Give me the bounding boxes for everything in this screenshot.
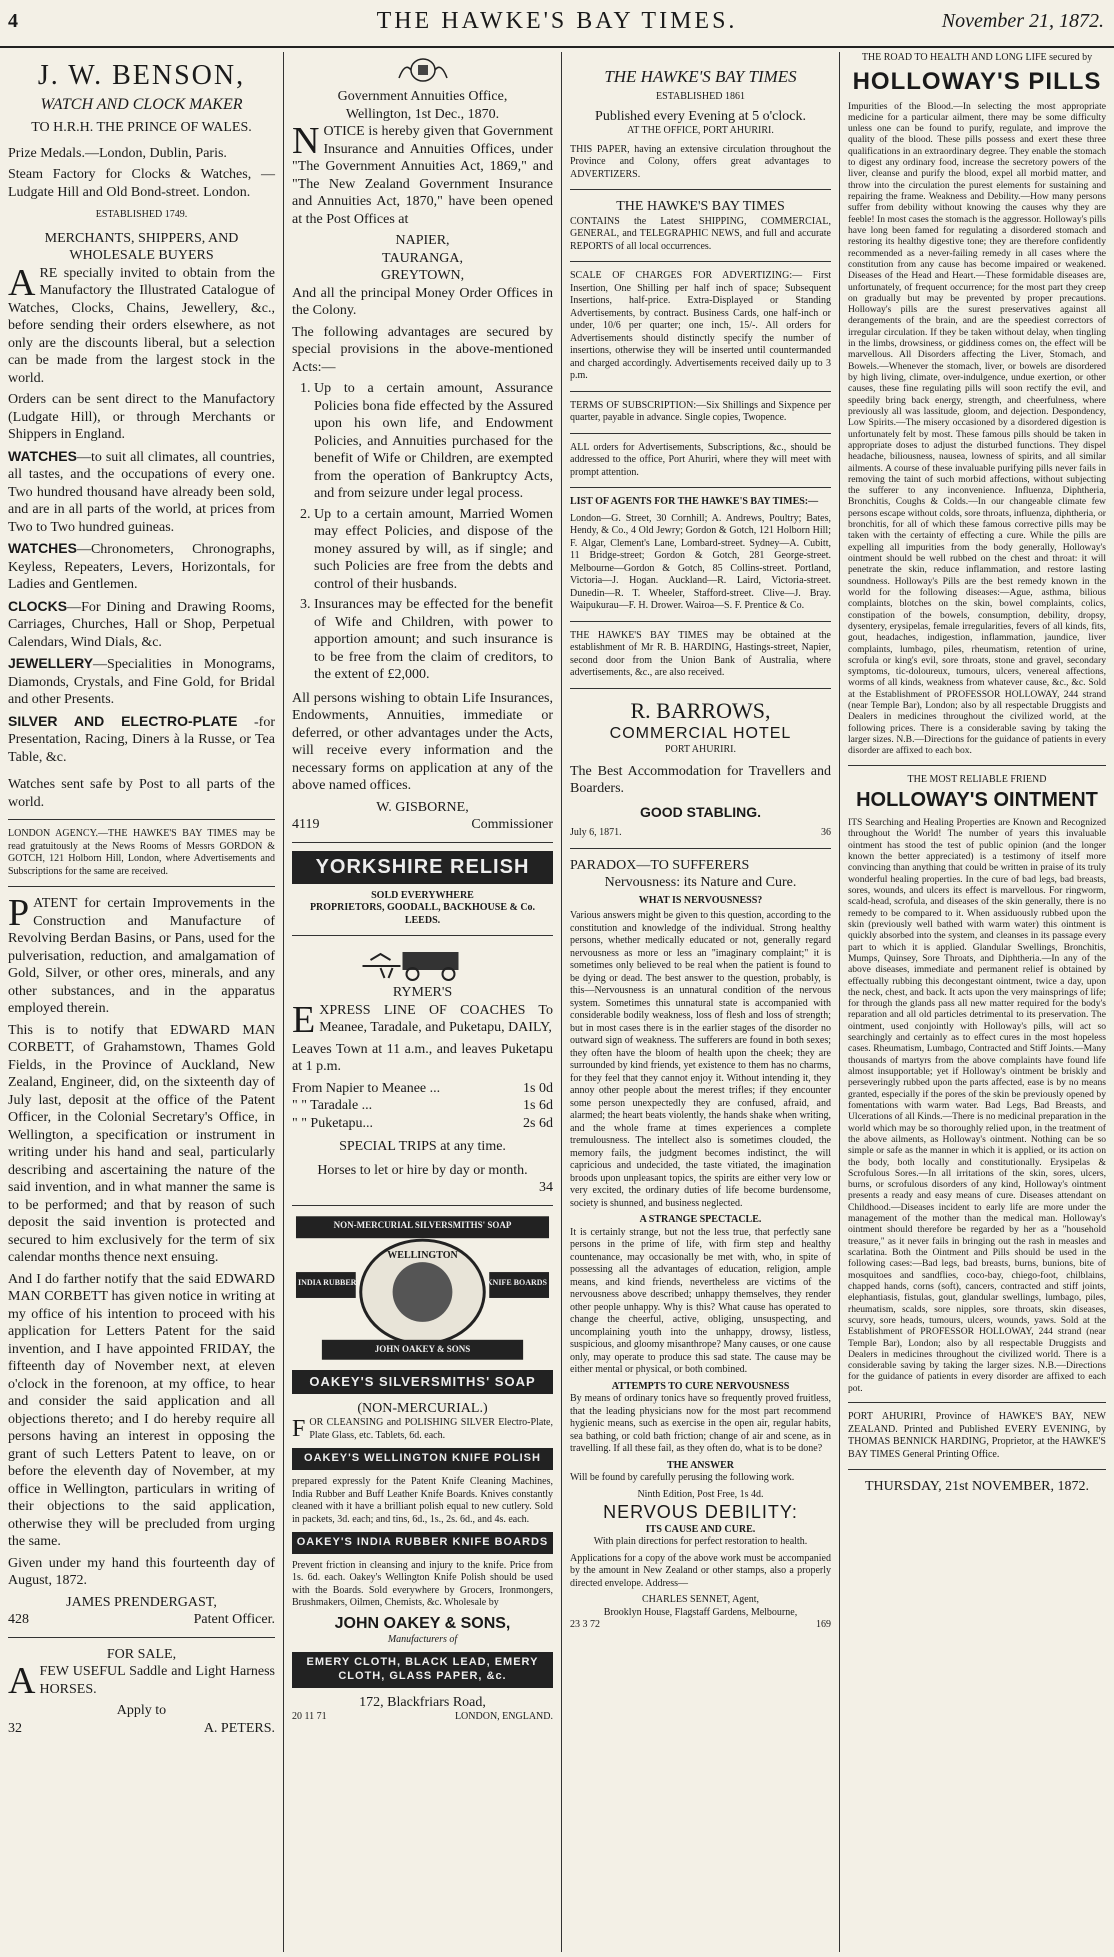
drop-cap-p: P <box>8 892 30 934</box>
sennet-date: 23 3 72 <box>570 1619 600 1631</box>
london-agency: LONDON AGENCY.—THE HAWKE'S BAY TIMES may be read gratuitously at the News Rooms of Messrs GORDON & GOTCH, 121 Holborn Hill, London, where Advertisements and Subscriptions for the same are received. <box>8 828 275 877</box>
times-orders: ALL orders for Advertisements, Subscriptions, &c., should be addressed to the office, Port Ahuriri, where they will meet with prompt attention. <box>570 441 831 478</box>
drop-cap-e: E <box>292 998 316 1041</box>
drop-cap-f: F <box>292 1416 306 1443</box>
times-terms: TERMS OF SUBSCRIPTION:—Six Shillings and Sixpence per quarter, payable in advance. Single copies, Twopence. <box>570 399 831 424</box>
masthead <box>0 0 1114 48</box>
watches-label-2: WATCHES <box>8 540 77 556</box>
benson-trade: WATCH AND CLOCK MAKER <box>40 96 243 113</box>
page-number: 4 <box>8 10 18 32</box>
strange-body: It is certainly strange, but not the less true, that perfectly sane persons in the prime of life, with firm step and healthy countenance, may occasionally be met with, who, in spite of possessing all the advantages of education, religion, ample means, and kind friends, nevertheless are victims of the nervousness above described; unhappy themselves, they render other people unhappy. Why is this? What cause has operated to change the cheerful, active, obliging, unsuspecting, and uncomplaining youth into the unhappy, drowsy, listless, suspicious, and gloomy misanthrope? Many causes, or one cause only, may operate to produce this sad state. The cause may be either mental or physical, or both combined. <box>570 1226 831 1376</box>
divider <box>570 688 831 689</box>
yorkshire-props: PROPRIETORS, GOODALL, BACKHOUSE & Co. LEEDS. <box>309 902 536 926</box>
royal-arms-icon <box>393 56 453 84</box>
fare-row <box>292 1115 553 1133</box>
oakey-cleansing: OR CLEANSING and POLISHING SILVER Electro-Plate, Plate Glass, etc. Tablets, 6d. each. <box>309 1417 553 1441</box>
holloway-ointment-title: HOLLOWAY'S OINTMENT <box>856 789 1098 812</box>
oakey-firm: JOHN OAKEY & SONS, <box>334 1614 511 1632</box>
divider <box>570 487 831 488</box>
fare-from: " " Taradale ... <box>292 1098 373 1113</box>
oakey-addr: 172, Blackfriars Road, <box>359 1694 486 1710</box>
footer-date: THURSDAY, 21st NOVEMBER, 1872. <box>864 1479 1090 1495</box>
watches-text-2: —Chronometers, Chronographs, Keyless, Repeaters, Levers, Horizontals, for Ladies and Gentlemen. <box>8 542 275 592</box>
list-item: 3. Insurances may be effected for the benefit of Wife and Children, with power to apportion amount; and such insurance is to be free from the claim of creditors, to the extent of £2,000. <box>314 596 553 684</box>
fare-row <box>292 1080 553 1098</box>
drop-cap-n: N <box>292 120 320 162</box>
oakey-soap: OAKEY'S SILVERSMITHS' SOAP <box>292 1370 553 1394</box>
divider <box>848 1469 1106 1470</box>
coach-special: SPECIAL TRIPS at any time. <box>339 1139 506 1154</box>
hotel-num: 36 <box>821 827 831 839</box>
fare-row <box>292 1097 553 1115</box>
badge-side-right: KNIFE BOARDS <box>486 1277 547 1287</box>
list-item: 1. Up to a certain amount, Assurance Policies bona fide effected by the Assured upon his own life, and Endowment Policies, and Annuities purchased for the benefit of Wife or Children, are exempted from the operation of Bankruptcy Acts, and from seizure under legal process. <box>314 380 553 503</box>
edition: Ninth Edition, Post Free, 1s 4d. <box>637 1488 764 1500</box>
annuities-place: Wellington, 1st Dec., 1870. <box>345 106 500 122</box>
annuities-principal: And all the principal Money Order Offices in the Colony. <box>292 285 553 318</box>
coach-route: To Meanee, Taradale, and Puketapu, DAILY, <box>319 1002 553 1035</box>
divider <box>292 935 553 936</box>
benson-established: ESTABLISHED 1749. <box>95 209 188 220</box>
divider <box>8 1637 275 1638</box>
fare-from: From Napier to Meanee ... <box>292 1080 441 1096</box>
benson-medals: Prize Medals.—London, Dublin, Paris. <box>8 145 227 161</box>
annuities-num: 4119 <box>292 817 320 832</box>
holloway-pills-title: HOLLOWAY'S PILLS <box>852 67 1102 95</box>
column-1 <box>0 52 284 1952</box>
times-published: Published every Evening at 5 o'clock. <box>595 108 806 124</box>
divider <box>570 261 831 262</box>
patent-signer: JAMES PRENDERGAST, <box>66 1594 217 1610</box>
debility-plain: With plain directions for perfect restoration to health. <box>593 1536 808 1548</box>
times-head: THE HAWKE'S BAY TIMES <box>616 199 785 215</box>
times-obtained: THE HAWKE'S BAY TIMES may be obtained at the establishment of Mr R. B. HARDING, Hastings-street, Napier, second door from the Union Bank of Australia, where advertisements, &c., are also received. <box>570 629 831 679</box>
printer-imprint: PORT AHURIRI, Province of HAWKE'S BAY, NEW ZEALAND. Printed and Published EVERY EVENING, by THOMAS BENNICK HARDING, Proprietor, at the HAWKE'S BAY TIMES General Printing Office. <box>848 1411 1106 1460</box>
oakey-emery: EMERY CLOTH, BLACK LEAD, EMERY CLOTH, GLASS PAPER, &c. <box>292 1652 553 1688</box>
sennet-address: Brooklyn House, Flagstaff Gardens, Melbourne, <box>603 1606 798 1618</box>
times-scale: SCALE OF CHARGES FOR ADVERTIZING:— First Insertion, One Shilling per half inch of space; Subsequent Insertions, half-price. Extra-Displayed or Standing Advertisements, by contract. Business Cards, one half-inch or under, 10/6 per quarter; one inch, 15/-. All orders for Advertisements should distinctly specify the number of insertions, otherwise they will be inserted until countermanded and charged accordingly. Advertisements received daily up to 3 p.m. <box>570 270 831 382</box>
town-greytown: GREYTOWN, <box>380 268 465 283</box>
hotel-stabling: GOOD STABLING. <box>639 803 762 820</box>
answer-heading: THE ANSWER <box>667 1459 734 1471</box>
sennet-name: CHARLES SENNET, Agent, <box>641 1594 760 1606</box>
coach-rymer: RYMER'S <box>392 985 453 1000</box>
divider <box>848 765 1106 766</box>
benson-royal: TO H.R.H. THE PRINCE OF WALES. <box>31 120 252 135</box>
annuities-closing: All persons wishing to obtain Life Insurances, Endowments, Annuities, immediate or deferred, or other advantages under the Acts, will receive every information and the necessary forms on application at any of the above named offices. <box>292 690 553 793</box>
column-2 <box>284 52 562 1952</box>
paradox-heading: PARADOX—TO SUFFERERS <box>570 857 750 873</box>
hotel-title: COMMERCIAL HOTEL <box>609 725 792 743</box>
divider <box>848 1402 1106 1403</box>
town-tauranga: TAURANGA, <box>382 250 463 266</box>
drop-cap-a2: A <box>8 1660 36 1702</box>
watches-label-1: WATCHES <box>8 447 77 464</box>
list-item: 2. Up to a certain amount, Married Women may effect Policies, and dispose of the money assured by will, as if single; and such Policies are free from the debts and control of their husbands. <box>314 506 553 594</box>
silver-text: -for Presentation, Racing, Diners à la Russe, or Tea Table, &c. <box>8 714 275 765</box>
times-est: ESTABLISHED 1861 <box>656 91 745 103</box>
oakey-polish-banner: OAKEY'S WELLINGTON KNIFE POLISH <box>292 1448 553 1470</box>
sale-text: FEW USEFUL Saddle and Light Harness HORSES. <box>39 1664 275 1697</box>
paradox-sub: Nervousness: its Nature and Cure. <box>604 875 797 891</box>
town-napier: NAPIER, <box>395 233 450 248</box>
advantages-list <box>292 380 553 684</box>
fare-price: 1s 0d <box>523 1080 553 1096</box>
reliable-friend: THE MOST RELIABLE FRIEND <box>907 773 1047 785</box>
divider <box>570 189 831 190</box>
divider <box>292 842 553 843</box>
benson-factory: Steam Factory for Clocks & Watches, —Ludgate Hill and Old Bond-street. London. <box>8 167 275 200</box>
debility-title: NERVOUS DEBILITY: <box>603 1502 798 1523</box>
coach-line: XPRESS LINE OF COACHES <box>319 1002 526 1018</box>
divider <box>292 1205 553 1206</box>
times-contains: CONTAINS the Latest SHIPPING, COMMERCIAL, GENERAL, and TELEGRAPHIC NEWS, and full and accurate REPORTS of all local occurrences. <box>570 215 831 252</box>
debility-apps: Applications for a copy of the above work must be accompanied by the amount in New Zealand or other stamps, also a properly directed envelope. Address— <box>570 1552 831 1589</box>
hotel-place: PORT AHURIRI. <box>665 744 736 756</box>
coach-horses: Horses to let or hire by day or month. <box>317 1162 528 1178</box>
benson-body1: RE specially invited to obtain from the Manufactory the Illustrated Catalogue of Watches, Clocks, Chains, Jewellery, &c., before sending their orders elsewhere, as not only are the discounts liberal, but a selection can be made from the largest stock in the world. <box>8 265 275 386</box>
patent-num: 428 <box>8 1612 29 1627</box>
answer-body: Will be found by carefully perusing the following work. <box>570 1472 795 1484</box>
coach-icon <box>292 944 553 982</box>
jewellery-text: —Specialities in Monograms, Diamonds, Crystals, and Fine Gold, for Bridal and other Presents. <box>8 657 275 707</box>
oakey-badge <box>292 1214 553 1364</box>
fare-from: " " Puketapu... <box>292 1115 374 1131</box>
sale-heading: FOR SALE, <box>106 1646 177 1662</box>
attempts-body: By means of ordinary tonics have so frequently proved fruitless, that the leading physicians now for the most part recommend hygienic means, such as exercise in the open air, regular habits, sea bathing, or cold bath friction; change of air and scene, as in travelling. If all these fail, as they often do, what is to be done? <box>570 1393 831 1455</box>
badge-side-left: INDIA RUBBER <box>298 1277 357 1287</box>
strange-heading: A STRANGE SPECTACLE. <box>639 1214 762 1226</box>
sale-num: 32 <box>8 1720 22 1736</box>
patent-office: Patent Officer. <box>193 1612 275 1627</box>
divider <box>570 433 831 434</box>
badge-bottom: JOHN OAKEY & SONS <box>374 1343 471 1354</box>
annuities-office: Government Annuities Office, <box>337 89 508 104</box>
oakey-date: 20 11 71 <box>292 1711 327 1723</box>
times-paper: THIS PAPER, having an extensive circulation throughout the Province and Colony, offers great advantages to ADVERTIZERS. <box>570 143 831 180</box>
fare-price: 1s 6d <box>523 1098 553 1113</box>
benson-post: Watches sent safe by Post to all parts of the world. <box>8 777 275 810</box>
column-4 <box>840 52 1114 1952</box>
times-banner: THE HAWKE'S BAY TIMES <box>604 67 797 86</box>
oakey-nonmerc: (NON-MERCURIAL.) <box>357 1400 488 1416</box>
jewellery-label: JEWELLERY <box>8 655 94 671</box>
agents-list: London—G. Street, 30 Cornhill; A. Andrews, Poultry; Bates, Hendy, & Co., 4 Old Jewry; Gordon & Gotch, 121 Holborn Hill; F. Algar, Clement's Lane, Lombard-street. Sydney—A. Cubitt, 11 Bridge-street; Gordon & Gotch, 281 George-street. Melbourne—Gordon & Gotch, 85 Collins-street. Portland, Victoria—J. Hogan. Auckland—R. Laird, Victoria-street. Dunedin—R. T. Wheeler, Stafford-street. Clive—J. Bray. Waipukurau—F. H. Drower. Wairoa—S. F. Prentice & Co. <box>570 512 831 612</box>
times-office: AT THE OFFICE, PORT AHURIRI. <box>627 125 774 137</box>
divider <box>570 848 831 849</box>
oakey-boards-text: Prevent friction in cleansing and injury to the knife. Price from 1s. 6d. each. Oakey's Wellington Knife Polish should be used with the Boards. Sold everywhere by Grocers, Ironmongers, Brushmakers, Oilmen, Chemists, &c. Wholesale by <box>292 1559 553 1609</box>
what-heading: WHAT IS NERVOUSNESS? <box>638 894 763 906</box>
annuities-advantages: The following advantages are secured by special provisions in the above-mentioned Acts:— <box>292 324 553 375</box>
yorkshire-banner: YORKSHIRE RELISH <box>292 851 553 884</box>
road-to-health: THE ROAD TO HEALTH AND LONG LIFE secured by <box>861 52 1093 63</box>
hotel-date: July 6, 1871. <box>570 827 622 839</box>
patent-p3: And I do farther notify that the said EDWARD MAN CORBETT has given notice in writing at my office of his intention to proceed with his application for Letters Patent for the said invention, and I have appointed FRIDAY, the fifteenth day of November next, at eleven o'clock in the forenoon, at my office, to hear and consider the said application and all objections thereto; and I do hereby require all persons having an interest in opposing the grant of such Letters Patent to leave, on or before the eleventh day of November, at my office in Wellington, particulars in writing of their objections to the said application, otherwise they will be precluded from urging the same. <box>8 1271 275 1549</box>
badge-mid: WELLINGTON <box>387 1249 458 1261</box>
divider <box>8 886 275 887</box>
ointment-body: ITS Searching and Healing Properties are Known and Recognized throughout the World! The number of years this invaluable ointment has stood the test of public opinion (and the longer known the better appreciated) is a testimony of itself more convincing than anything that could be written in praise of its truly wonderful healing properties. In the cure of bad legs, bad breasts, sores, wounds, and ulcers its effect is marvellous. For ringworm, scald-head, scrofula, and diseases of the skin generally, there is no remedy to be compared to it. When assiduously rubbed upon the skin (previously well bathed with warm water) this ointment is quickly absorbed into the system, and cleanses in its passage every part to which it is applied. Glandular Swellings, Bronchitis, Mumps, Quinsey, Sore Throats, and Diphtheria.—In any of the above diseases, immediate and permanent relief is obtained by effectually rubbing this decongestant ointment, twice a day, upon the neck, chest, and back. It acts upon the very mainsprings of life; for through the glands pass all new matter required for the body's reparation and all old particles detrimental to its preservation. The ointment, used conjointly with Holloway's pills, will act so searchingly and certainly as to effect cures in the most hopeless cases. Rheumatism, Lumbago, Contracted and Stiff Joints.—Many thousands of martyrs from the above complaints have found life almost insupportable; yet if Holloway's ointment be briskly and perseveringly rubbed upon the parts affected, ease is by no means granted, especially if the pores of the skin be previously opened by fomentations with warm water. Bad Legs, Bad Breasts, and Ulcerations of all Kinds.—There is no medicinal preparation in the world which may be so thoroughly relied upon, in the treatment of the above ailments, as Holloway's ointment. Nothing can be so simple or safe as the manner in which it is applied, or its action on the body, both locally and constitutionally. Erysipelas & Scrofulous Sores.—In all irritations of the skin, sores, ulcers, burns, or scrofulous disorders of any kind, Holloway's ointment presents a ready and easy means of cure. Diseases attendant on Childhood.—Diseases incident to early life are more under the management of the mother than the medical man. Holloway's ointment should therefore be regarded by her as a "household treasure," as it never fails in bringing out the rash in measles and scarlatina. Both the Ointment and Pills should be used in the following cases:—Bad legs, bad breasts, burns, bunions, bite of mosquitoes and sandflies, coco-bay, chiego-foot, chilblains, chapped hands, corns (soft), cancers, contracted and stiff joints, elephantiasis, fistulas, gout, glandular swellings, lumbago, piles, rheumatism, scalds, sore nipples, sore throats, skin diseases, scurvy, sore heads, tumours, ulcers, wounds, yaws. Sold at the Establishment of PROFESSOR HOLLOWAY, 244 strand (near Temple Bar), London; also by all respectable Druggists and Dealers in medicines throughout the civilized world. There is a considerable saving by taking the larger sizes. N.B.—Directions for the guidance of patients in every disorder are affixed to each pot. <box>848 817 1106 1394</box>
debility-cause: ITS CAUSE AND CURE. <box>645 1523 756 1535</box>
sennet-num: 169 <box>816 1619 831 1631</box>
wellington-emblem-icon <box>292 1214 553 1364</box>
clocks-label: CLOCKS <box>8 597 68 614</box>
benson-heading: MERCHANTS, SHIPPERS, AND WHOLESALE BUYERS <box>44 230 239 263</box>
coach-num: 34 <box>539 1180 553 1195</box>
hotel-name: R. BARROWS, <box>630 697 771 723</box>
fare-price: 2s 6d <box>523 1115 553 1131</box>
oakey-mfr: Manufacturers of <box>387 1633 458 1645</box>
drop-cap-a: A <box>8 261 36 304</box>
hotel-acc: The Best Accommodation for Travellers and Boarders. <box>570 763 831 797</box>
column-3 <box>562 52 840 1952</box>
oakey-city: LONDON, ENGLAND. <box>454 1711 553 1723</box>
pills-body: Impurities of the Blood.—In selecting the most appropriate medicine for a particular ailment, there may be some difficulty unless one can be found to purify, regulate, and improve the quality of the blood. These pills possess and exert these three qualifications in an extraordinary degree. They enable the stomach to digest any ordinary food, increase the secretory powers of the liver, cleanse and purify the blood, expel all morbid matter, and throw into the circulation the purest elements for sustaining and repairing the frame. Weakness and Debility.—How many persons suffer from debility without knowing the causes why they are feeble! In most cases the stomach is the aggressor. Holloway's pills have long been famed for regulating a disordered stomach and restoring its healthy digestive tone; they are therefore confidently recommended as a never-failing remedy in all cases where the constitution from any cause has become impaired or weakened. Diseases of the Head and Heart.—These formidable diseases are, unfortunately, of frequent occurrence; for the most part they creep on gradually but may be prevented by proper precautions. Holloway's pills are the surest preservatives against all derangements of the brain, and are the speediest correctors of irregular circulation. If they be taken without delay, when tingling in the limbs, drowsiness, or giddiness comes on, the effect will be marvellous. All Disorders affecting the Liver, Stomach, and Bowels.—Whenever the stomach, liver, or bowels are disordered by high living, climate, over-indulgence, undue exertion, or other causes, these fine regulating pills will soon rectify the evil, and speedily bring back energy, strength, and cheerfulness, where previously all was lassitude, gloom, and dejection. Despondency, Low Spirits.—The misery occasioned by a disordered digestion is unfortunately felt by most. These famous pills should be taken in appropriate doses to adjust the disturbed functions. They dispel headache, biliousness, nausea, lowness of spirits, and all similar ailments. A course of these invaluable purifying pills never fails in removing the taint of such morbid affections, without subjecting the sufferer to any inconvenience. Influenza, Diphtheria, Bronchitis, Coughs & Colds.—In our changeable climate few persons escape without colds, sore throats, influenza, diphtheria, or bronchitis, for all of which these famous corrective pills may be taken with the certainty of effecting a cure. While the pills are expelling all impurities from the body generally, Holloway's ointment should be well rubbed on the chest and throat: it will penetrate the skin, reduce inflammation, and restore lasting soundness. Holloway's Pills are the best remedy known in the world for the following diseases:—Ague, asthma, bilious complaints, blotches on the skin, bowel complaints, colics, constipation of the bowels, consumption, debility, dropsy, dysentery, erysipelas, female irregularities, fevers of all kinds, fits, gout, headaches, indigestion, inflammation, jaundice, liver complaints, lumbago, piles, rheumatism, retention of urine, scrofula or king's evil, sore throats, stone and gravel, secondary symptoms, tic-doloureux, tumours, ulcers, venereal affections, worms of all kinds, weakness from whatever cause, &c., &c. Sold at the Establishment of PROFESSOR HOLLOWAY, 244 strand (near Temple Bar), London; also by all respectable Druggists and Dealers in medicines throughout the civilized world, at the following prices. There is a considerable saving by taking the larger sizes. N.B.—Directions for the guidance of patients in every disorder are affixed to each box. <box>848 100 1106 757</box>
divider <box>8 819 275 820</box>
annuities-title: Commissioner <box>471 817 553 832</box>
patent-p4: Given under my hand this fourteenth day of August, 1872. <box>8 1555 275 1588</box>
sale-name: A. PETERS. <box>203 1720 275 1736</box>
watches-text-1: —to suit all climates, all countries, all tastes, and the occupations of every one. Two hundred thousand have already been sold, and are in all parts of the world, at prices from Two to Two hundred guineas. <box>8 449 275 535</box>
oakey-boards-banner: OAKEY'S INDIA RUBBER KNIFE BOARDS <box>292 1532 553 1554</box>
agents-head: LIST OF AGENTS FOR THE HAWKE'S BAY TIMES:— <box>570 496 819 508</box>
benson-name: J. W. BENSON, <box>37 60 246 91</box>
yorkshire-tag: SOLD EVERYWHERE <box>371 889 474 901</box>
patent-p1: ATENT for certain Improvements in the Construction and Manufacture of Revolving Berdan Basins, or Pans, used for the pulverisation, reduction, and amalgamation of Gold, Silver, or other ores, minerals, and any other substances, and in the apparatus employed therein. <box>8 896 275 1016</box>
coach-times: Leaves Town at 11 a.m., and leaves Puketapu at 1 p.m. <box>292 1041 553 1074</box>
badge-top: NON-MERCURIAL SILVERSMITHS' SOAP <box>333 1219 512 1230</box>
oakey-polish-text: prepared expressly for the Patent Knife Cleaning Machines, India Rubber and Buff Leather Knife Boards. Knives constantly cleaned with it have a brilliant polish equal to new cutlery. Sold in packets, 3d. each; and tins, 6d., 1s., 2s. 6d., and 4s. each. <box>292 1476 553 1525</box>
newspaper-title: THE HAWKE'S BAY TIMES. <box>376 8 738 34</box>
sale-apply: Apply to <box>116 1703 167 1718</box>
silver-label: SILVER AND ELECTRO-PLATE <box>8 712 238 729</box>
divider <box>570 391 831 392</box>
annuities-signer: W. GISBORNE, <box>376 799 469 815</box>
attempts-heading: ATTEMPTS TO CURE NERVOUSNESS <box>611 1380 790 1392</box>
issue-date: November 21, 1872. <box>941 10 1104 32</box>
divider <box>570 621 831 622</box>
clocks-text: —For Dining and Drawing Rooms, Carriages, Churches, Hall or Shop, Perpetual Calendars, Wind Dials, &c. <box>8 599 275 650</box>
patent-p2: This is to notify that EDWARD MAN CORBETT, of Grahamstown, Thames Gold Fields, in the Province of Auckland, New Zealand, Engineer, did, on the sixteenth day of July last, deposit at the office of the Patent Officer, in the Colonial Secretary's Office, in Wellington, a specification or instrument in writing under his hand and seal, particularly describing and ascertaining the nature of the said invention, and in what manner the same is to be performed; and that by reason of such deposit the said invention is protected and secured to him exclusively for the term of six calendar months thence next ensuing. <box>8 1022 275 1265</box>
what-body: Various answers might be given to this question, according to the constitution and knowledge of the individual. Strong healthy persons, whether medically educated or not, generally regard nervousness as more or less an "imaginary complaint;" it is sometimes only believed to be real when the patient is found to be dying or dead. The best answer to the question, probably, is this—Nervousness is an unnatural condition of the nervous system. Sometimes this unnatural state is accompanied with considerable bodily weakness, loss of flesh and loss of strength; but in most cases there is in the earlier stages of the disorder no outward sign of weakness. The sufferers are found in both sexes; they often have the bloom of health upon the cheek; they are surrounded by kind friends, yet existence to them has no charms, for they feel that they cannot enjoy it. Without intending it, they annoy other people about the merest trifles; if they encounter some person unexpectedly they are confused, afraid, and alarmed; the heart beats violently, the hands shake when writing, and the whole frame at times experiences a complete tremulousness. The intellect also is sometimes clouded, the memory fails, the judgment becomes indistinct, the will capricious and undecided, the taste vitiated, the imagination broods upon unpleasant topics, the spirits are either very low or very excited, the ordinary duties of life become burdensome, society is shunned, and business neglected. <box>570 910 831 1209</box>
benson-body2: Orders can be sent direct to the Manufactory (Ludgate Hill), or through Merchants or Shippers in England. <box>8 392 275 442</box>
annuities-body: OTICE is hereby given that Government Insurance and Annuities Offices, under "The Government Annuities Act, 1869," and "The New Zealand Government Insurance and Annuities Act, 1870," have been opened at the Post Offices at <box>292 124 553 227</box>
